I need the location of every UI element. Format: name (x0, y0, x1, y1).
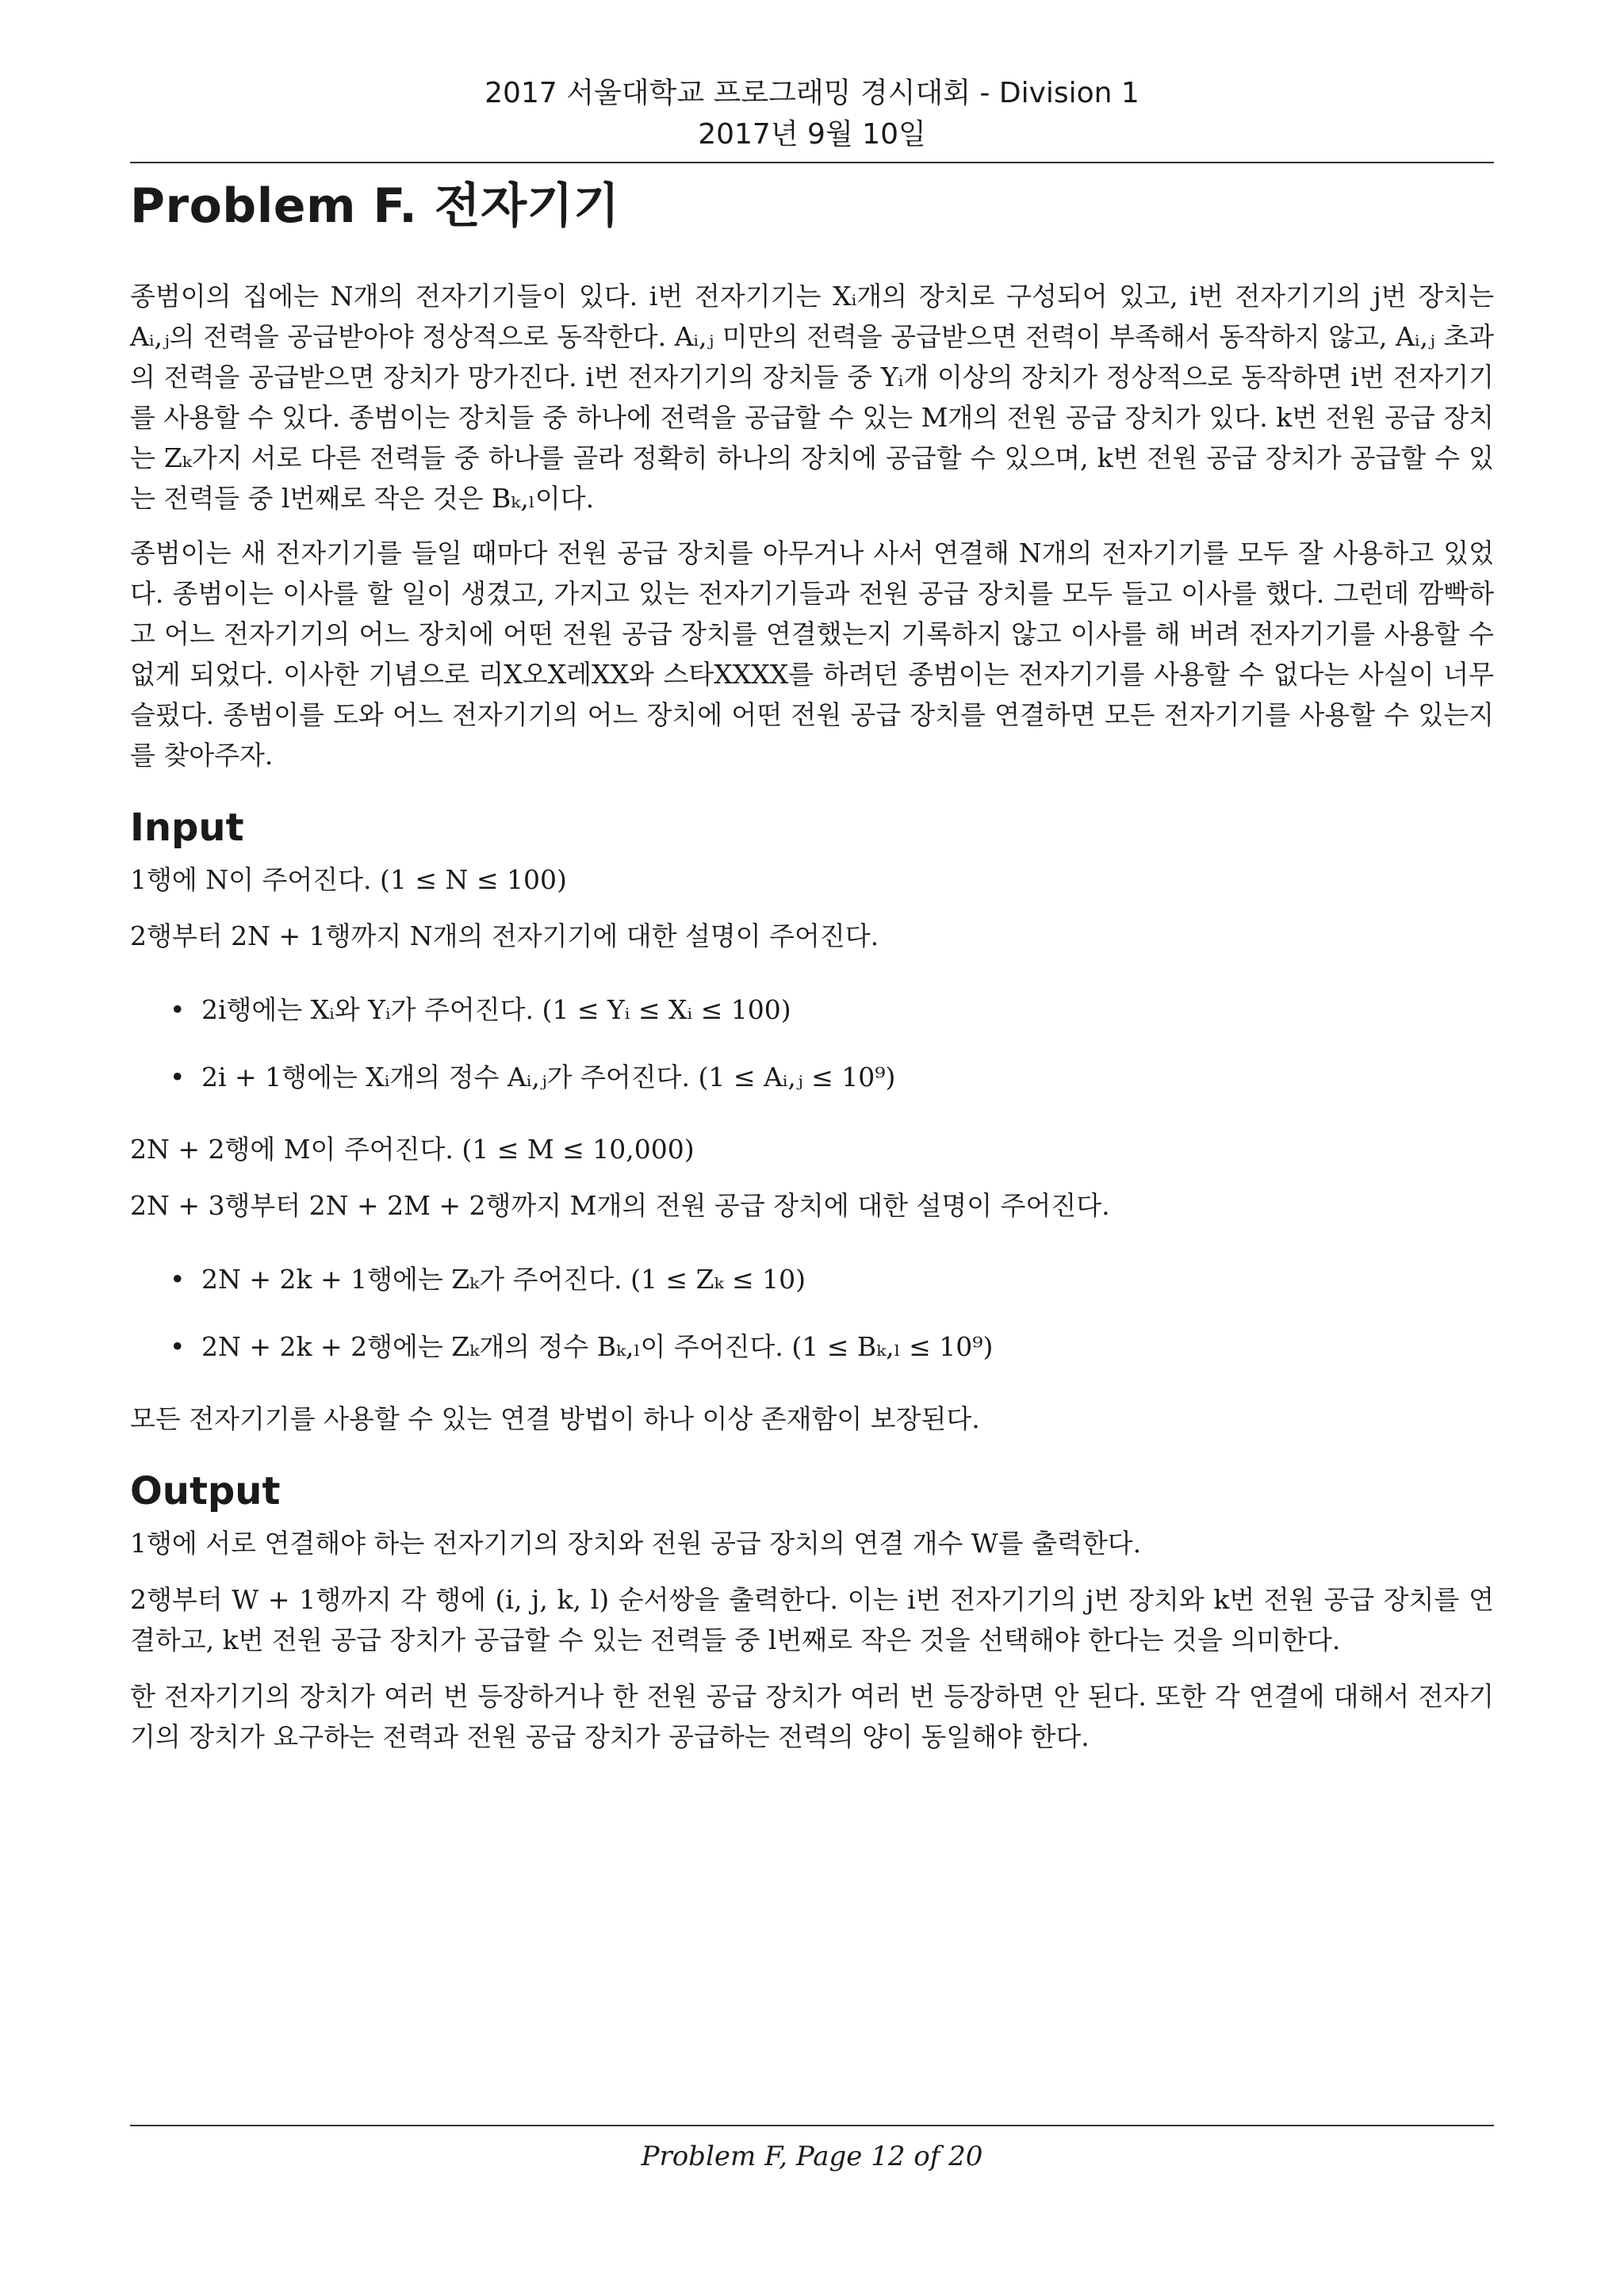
input-line: 2행부터 2N + 1행까지 N개의 전자기기에 대한 설명이 주어진다. (130, 920, 879, 951)
bullet-icon: • (170, 994, 186, 1025)
list-item: • 2N + 2k + 1행에는 Zₖ가 주어진다. (1 ≤ Zₖ ≤ 10) (170, 1259, 1494, 1299)
bullet-icon: • (170, 1264, 186, 1295)
header-divider (130, 162, 1494, 163)
contest-name: 2017 서울대학교 프로그래밍 경시대회 - Division 1 (485, 77, 1139, 109)
input-line: 2N + 3행부터 2N + 2M + 2행까지 M개의 전원 공급 장치에 대한 설명이 주어진다. (130, 1190, 1110, 1221)
input-line: 모든 전자기기를 사용할 수 있는 연결 방법이 하나 이상 존재함이 보장된다. (130, 1403, 980, 1434)
contest-date: 2017년 9월 10일 (698, 118, 926, 151)
statement-paragraph: 종범이는 새 전자기기를 들일 때마다 전원 공급 장치를 아무거나 사서 연결해 N개의 전자기기를 모두 잘 사용하고 있었다. 종범이는 이사를 할 일이 생겼고, 가지고 있는 전자기기들과 전원 공급 장치를 모두 들고 이사를 했다. 그런데 깜빡하고 어느 전자기기의 어느 장치에 어떤 전원 공급 장치를 연결했는지 기록하지 않고 이사를 해 버려 전자기기를 사용할 수 없게 되었다. 이사한 기념으로 리X오X레XX와 스타XXXX를 하려던 종범이는 전자기기를 사용할 수 없다는 사실이 너무 슬펐다. 종범이를 도와 어느 전자기기의 어느 장치에 어떤 전원 공급 장치를 연결하면 모든 전자기기를 사용할 수 있는지를 찾아주자. (130, 538, 1494, 771)
bullet-icon: • (170, 1062, 186, 1093)
output-line: 2행부터 W + 1행까지 각 행에 (i, j, k, l) 순서쌍을 출력한다. 이는 i번 전자기기의 j번 장치와 k번 전원 공급 장치를 연결하고, k번 전원 공급 장치가 공급할 수 있는 전력들 중 l번째로 작은 것을 선택해야 한다는 것을 의미한다. (130, 1584, 1494, 1655)
list-item: • 2N + 2k + 2행에는 Zₖ개의 정수 Bₖ,ₗ이 주어진다. (1 ≤ Bₖ,ₗ ≤ 10⁹) (170, 1326, 1494, 1367)
input-device-list (130, 989, 1494, 1097)
footer-divider (130, 2125, 1494, 2126)
list-item: • 2i행에는 Xᵢ와 Yᵢ가 주어진다. (1 ≤ Yᵢ ≤ Xᵢ ≤ 100) (170, 989, 1494, 1030)
problem-title: Problem F. 전자기기 (130, 178, 620, 234)
output-line: 1행에 서로 연결해야 하는 전자기기의 장치와 전원 공급 장치의 연결 개수 W를 출력한다. (130, 1528, 1142, 1559)
list-item: • 2i + 1행에는 Xᵢ개의 정수 Aᵢ,ⱼ가 주어진다. (1 ≤ Aᵢ,ⱼ ≤ 10⁹) (170, 1057, 1494, 1097)
output-line: 한 전자기기의 장치가 여러 번 등장하거나 한 전원 공급 장치가 여러 번 등장하면 안 된다. 또한 각 연결에 대해서 전자기기의 장치가 요구하는 전력과 전원 공급 장치가 공급하는 전력의 양이 동일해야 한다. (130, 1681, 1494, 1752)
page-footer: Problem F, Page 12 of 20 (641, 2141, 983, 2172)
bullet-icon: • (170, 1331, 186, 1362)
input-line: 1행에 N이 주어진다. (1 ≤ N ≤ 100) (130, 864, 567, 895)
page-header (130, 73, 1494, 155)
output-heading: Output (130, 1469, 281, 1513)
input-heading: Input (130, 806, 244, 850)
problem-body (130, 276, 1494, 1773)
statement-paragraph: 종범이의 집에는 N개의 전자기기들이 있다. i번 전자기기는 Xᵢ개의 장치로 구성되어 있고, i번 전자기기의 j번 장치는 Aᵢ,ⱼ의 전력을 공급받아야 정상적으로 동작한다. Aᵢ,ⱼ 미만의 전력을 공급받으면 전력이 부족해서 동작하지 않고, Aᵢ,ⱼ 초과의 전력을 공급받으면 장치가 망가진다. i번 전자기기의 장치들 중 Yᵢ개 이상의 장치가 정상적으로 동작하면 i번 전자기기를 사용할 수 있다. 종범이는 장치들 중 하나에 전력을 공급할 수 있는 M개의 전원 공급 장치가 있다. k번 전원 공급 장치는 Zₖ가지 서로 다른 전력들 중 하나를 골라 정확히 하나의 장치에 공급할 수 있으며, k번 전원 공급 장치가 공급할 수 있는 전력들 중 l번째로 작은 것은 Bₖ,ₗ이다. (130, 281, 1494, 514)
input-supply-list (130, 1259, 1494, 1367)
input-line: 2N + 2행에 M이 주어진다. (1 ≤ M ≤ 10,000) (130, 1134, 695, 1165)
